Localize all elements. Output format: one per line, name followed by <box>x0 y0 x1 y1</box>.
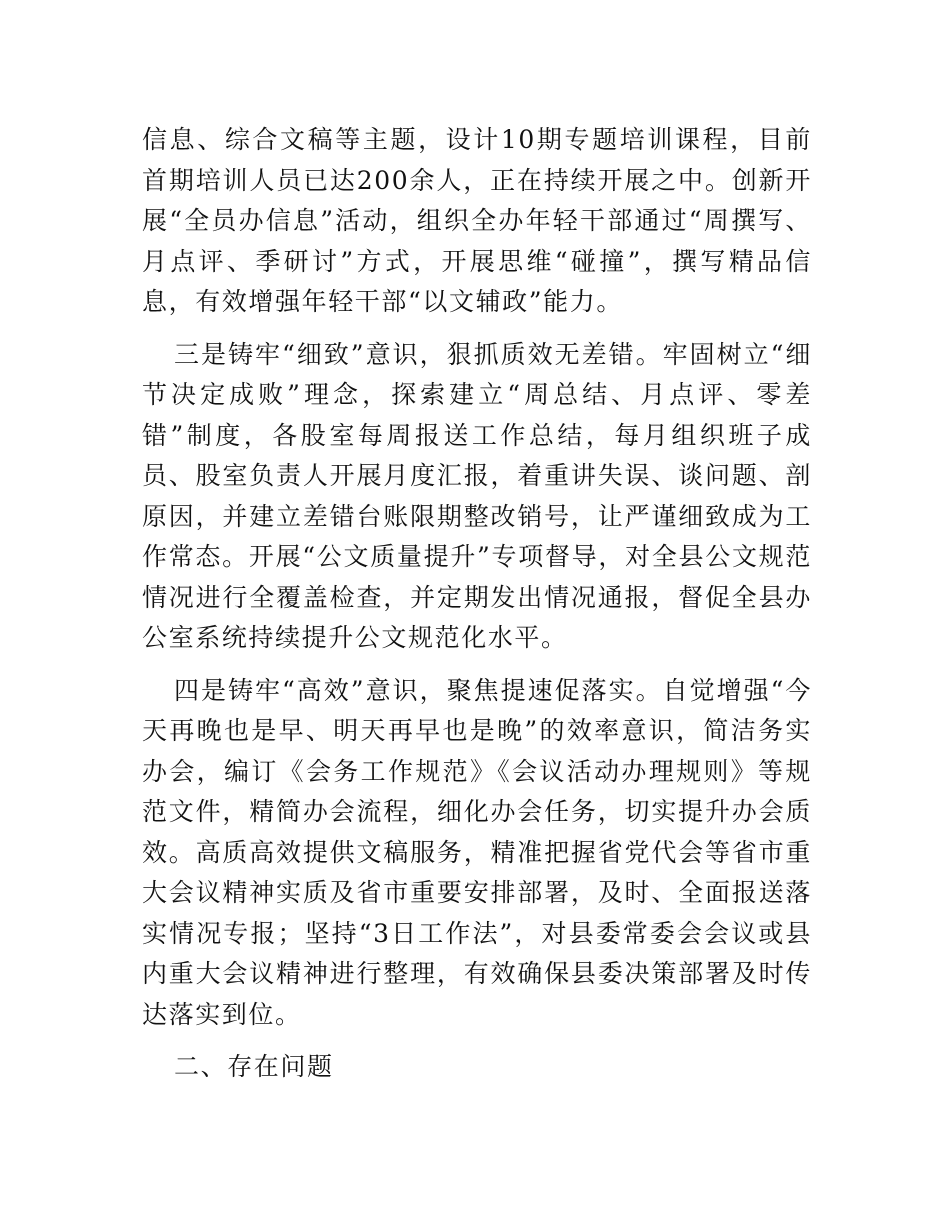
paragraph-continued: 信息、综合文稿等主题，设计10期专题培训课程，目前首期培训人员已达200余人，正在持续开展之中。创新开展“全员办信息”活动，组织全办年轻干部通过“周撰写、月点评、季研讨”方式，开展思维“碰撞”，撰写精品信息，有效增强年轻干部“以文辅政”能力。 <box>142 125 812 316</box>
paragraph-efficiency-awareness: 四是铸牢“高效”意识，聚焦提速促落实。自觉增强“今天再晚也是早、明天再早也是晚”的效率意识，简洁务实办会，编订《会务工作规范》《会议活动办理规则》等规范文件，精简办会流程，细化办会任务，切实提升办会质效。高质高效提供文稿服务，精准把握省党代会等省市重大会议精神实质及省市重要安排部署，及时、全面报送落实情况专报；坚持“3日工作法”，对县委常委会会议或县内重大会议精神进行整理，有效确保县委决策部署及时传达落实到位。 <box>142 675 812 1029</box>
paragraph-meticulous-awareness: 三是铸牢“细致”意识，狠抓质效无差错。牢固树立“细节决定成败”理念，探索建立“周总结、月点评、零差错”制度，各股室每周报送工作总结，每月组织班子成员、股室负责人开展月度汇报，着重讲失误、谈问题、剖原因，并建立差错台账限期整改销号，让严谨细致成为工作常态。开展“公文质量提升”专项督导，对全县公文规范情况进行全覆盖检查，并定期发出情况通报，督促全县办公室系统持续提升公文规范化水平。 <box>142 339 812 652</box>
document-body <box>142 120 812 1088</box>
section-heading-existing-problems: 二、存在问题 <box>174 1052 334 1081</box>
